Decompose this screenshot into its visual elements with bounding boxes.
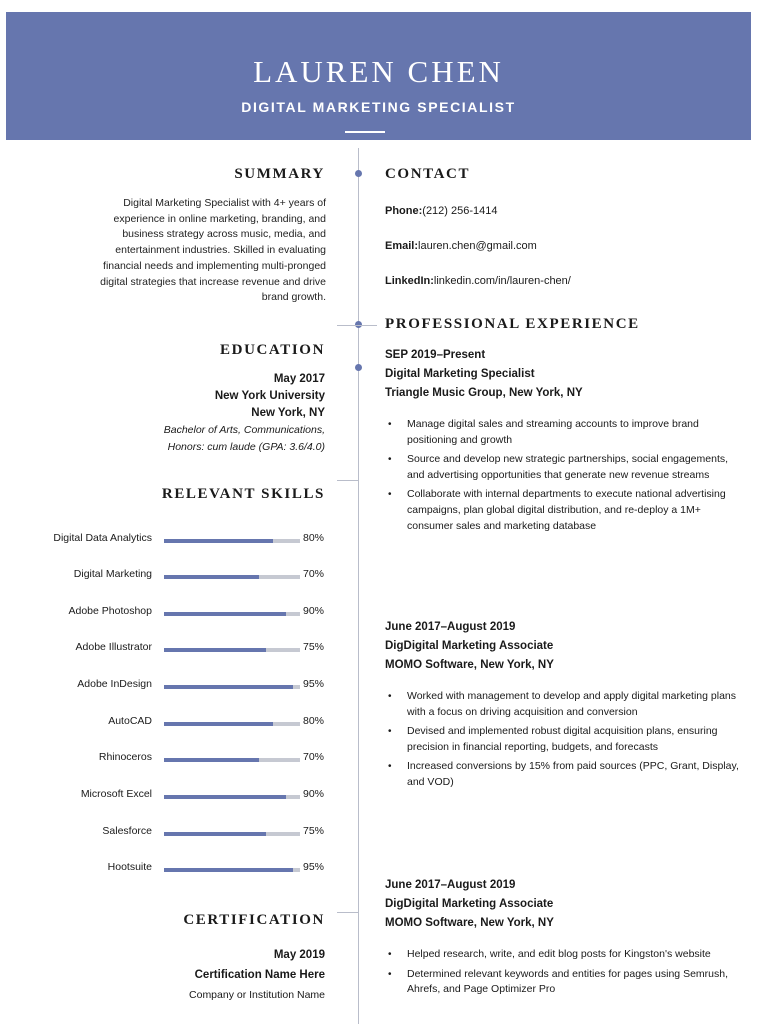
skill-bar-fill	[164, 685, 293, 689]
skill-percent: 80%	[302, 715, 324, 727]
certification-date: May 2019	[273, 949, 325, 961]
skill-bar-fill	[164, 832, 266, 836]
skill-row	[20, 675, 330, 695]
section-rule-education	[337, 325, 359, 326]
phone-label: Phone:	[385, 205, 423, 217]
skill-bar	[164, 685, 300, 689]
linkedin-label: LinkedIn:	[385, 275, 434, 287]
skill-row	[20, 748, 330, 768]
education-block	[164, 371, 325, 456]
skill-percent: 90%	[302, 605, 324, 617]
skill-name: AutoCAD	[108, 715, 152, 727]
skill-percent: 75%	[302, 825, 324, 837]
skill-percent: 95%	[302, 678, 324, 690]
skill-percent: 70%	[302, 568, 324, 580]
skill-row	[20, 602, 330, 622]
timeline-dot-contact	[355, 170, 362, 177]
job-role: DigDigital Marketing Associate	[385, 640, 554, 652]
header-banner	[6, 12, 751, 140]
skill-bar	[164, 539, 300, 543]
education-location: New York, NY	[251, 407, 325, 419]
section-rule-skills	[337, 480, 359, 481]
skill-bar-fill	[164, 575, 259, 579]
skill-row	[20, 785, 330, 805]
summary-line: business strategy across music, media, and	[122, 228, 326, 241]
summary-line: digital strategies that increase revenue and drive	[100, 275, 326, 288]
skill-bar	[164, 868, 300, 872]
summary-heading: SUMMARY	[234, 166, 325, 182]
skill-bar-fill	[164, 795, 286, 799]
skill-row	[20, 822, 330, 842]
skill-bar	[164, 722, 300, 726]
skill-bar-fill	[164, 648, 266, 652]
contact-email	[385, 239, 537, 253]
skill-bar	[164, 832, 300, 836]
job-dates: SEP 2019–Present	[385, 349, 486, 361]
skill-bar-fill	[164, 758, 259, 762]
skill-bar-fill	[164, 612, 286, 616]
summary-line: financial needs and implementing multi-pronged	[103, 259, 326, 272]
job-bullet: • Collaborate with internal departments to execute national advertising campaigns, plan global digital distribution, and re-deploy a 1M+ consumer sales and marketing database	[385, 487, 745, 534]
job-role: Digital Marketing Specialist	[385, 368, 535, 380]
skill-row	[20, 712, 330, 732]
skill-name: Adobe InDesign	[77, 678, 152, 690]
job-dates: June 2017–August 2019	[385, 879, 516, 891]
education-date: May 2017	[273, 373, 325, 385]
skill-percent: 80%	[302, 532, 324, 544]
skill-name: Adobe Illustrator	[75, 641, 152, 653]
skill-bar	[164, 758, 300, 762]
contact-phone	[385, 204, 498, 218]
job-entry	[385, 876, 745, 1002]
summary-line: experience in online marketing, branding, and	[113, 212, 326, 225]
section-rule-experience	[359, 325, 377, 326]
job-bullet: • Increased conversions by 15% from paid sources (PPC, Grant, Display, and VOD)	[385, 759, 745, 790]
summary-line: Digital Marketing Specialist with 4+ years of	[123, 197, 326, 209]
skill-name: Rhinoceros	[98, 751, 152, 763]
skill-bar	[164, 612, 300, 616]
job-company: Triangle Music Group, New York, NY	[385, 387, 583, 399]
experience-heading: PROFESSIONAL EXPERIENCE	[385, 316, 640, 332]
section-rule-certification	[337, 912, 359, 913]
skill-bar-fill	[164, 722, 273, 726]
job-bullet: • Determined relevant keywords and entities for pages using Semrush, Ahrefs, and Page Optimizer Pro	[385, 967, 745, 998]
job-bullet: • Helped research, write, and edit blog posts for Kingston's website	[385, 947, 745, 963]
skill-bar-fill	[164, 868, 293, 872]
job-bullet: • Devised and implemented robust digital acquisition plans, ensuring precision in financial reporting, budgets, and forecasts	[385, 724, 745, 755]
skill-bar-fill	[164, 539, 273, 543]
skills-heading: RELEVANT SKILLS	[161, 486, 325, 502]
summary-line: entertainment industries. Skilled in evaluating	[115, 244, 326, 257]
job-company: MOMO Software, New York, NY	[385, 917, 554, 929]
candidate-title: DIGITAL MARKETING SPECIALIST	[241, 99, 516, 115]
job-bullets	[385, 689, 745, 791]
phone-value: (212) 256-1414	[422, 205, 498, 217]
skill-bar	[164, 575, 300, 579]
skill-name: Salesforce	[102, 825, 152, 837]
job-bullet: • Worked with management to develop and apply digital marketing plans with a focus on driving acquisition and conversion	[385, 689, 745, 720]
education-school: New York University	[214, 390, 325, 402]
email-link[interactable]: lauren.chen@gmail.com	[418, 240, 537, 252]
skill-percent: 90%	[302, 788, 324, 800]
skill-percent: 95%	[302, 861, 324, 873]
timeline-dot-job	[355, 364, 362, 371]
skill-row	[20, 529, 330, 549]
job-entry	[385, 346, 745, 538]
education-honors: Honors: cum laude (GPA: 3.6/4.0)	[167, 441, 325, 453]
skill-percent: 75%	[302, 641, 324, 653]
linkedin-link[interactable]: linkedin.com/in/lauren-chen/	[433, 275, 571, 287]
summary-line: brand growth.	[261, 291, 326, 304]
job-dates: June 2017–August 2019	[385, 621, 516, 633]
contact-heading: CONTACT	[385, 166, 471, 182]
contact-linkedin	[385, 274, 571, 288]
job-bullets	[385, 417, 745, 534]
job-bullet: • Manage digital sales and streaming accounts to improve brand positioning and growth	[385, 417, 745, 448]
skill-row	[20, 858, 330, 878]
education-heading: EDUCATION	[220, 342, 325, 358]
certification-block	[189, 945, 325, 1005]
skill-row	[20, 565, 330, 585]
candidate-name: LAUREN CHEN	[253, 54, 504, 89]
job-bullets	[385, 947, 745, 998]
email-label: Email:	[385, 240, 419, 252]
skill-percent: 70%	[302, 751, 324, 763]
job-role: DigDigital Marketing Associate	[385, 898, 554, 910]
certification-name: Certification Name Here	[194, 969, 325, 981]
certification-heading: CERTIFICATION	[183, 912, 325, 928]
timeline-divider	[358, 148, 359, 1024]
job-company: MOMO Software, New York, NY	[385, 659, 554, 671]
skill-name: Microsoft Excel	[80, 788, 152, 800]
job-bullet: • Source and develop new strategic partnerships, social engagements, and advertising opportunities that generate new revenue streams	[385, 452, 745, 483]
title-underline	[345, 131, 385, 133]
skill-name: Hootsuite	[107, 861, 152, 873]
summary-text	[40, 196, 326, 306]
skill-bar	[164, 795, 300, 799]
skill-name: Adobe Photoshop	[68, 605, 152, 617]
skill-bar	[164, 648, 300, 652]
skill-name: Digital Marketing	[73, 568, 152, 580]
skill-row	[20, 638, 330, 658]
job-entry	[385, 618, 745, 795]
skill-name: Digital Data Analytics	[53, 532, 152, 544]
certification-institution: Company or Institution Name	[189, 989, 325, 1001]
education-degree: Bachelor of Arts, Communications,	[163, 424, 325, 436]
